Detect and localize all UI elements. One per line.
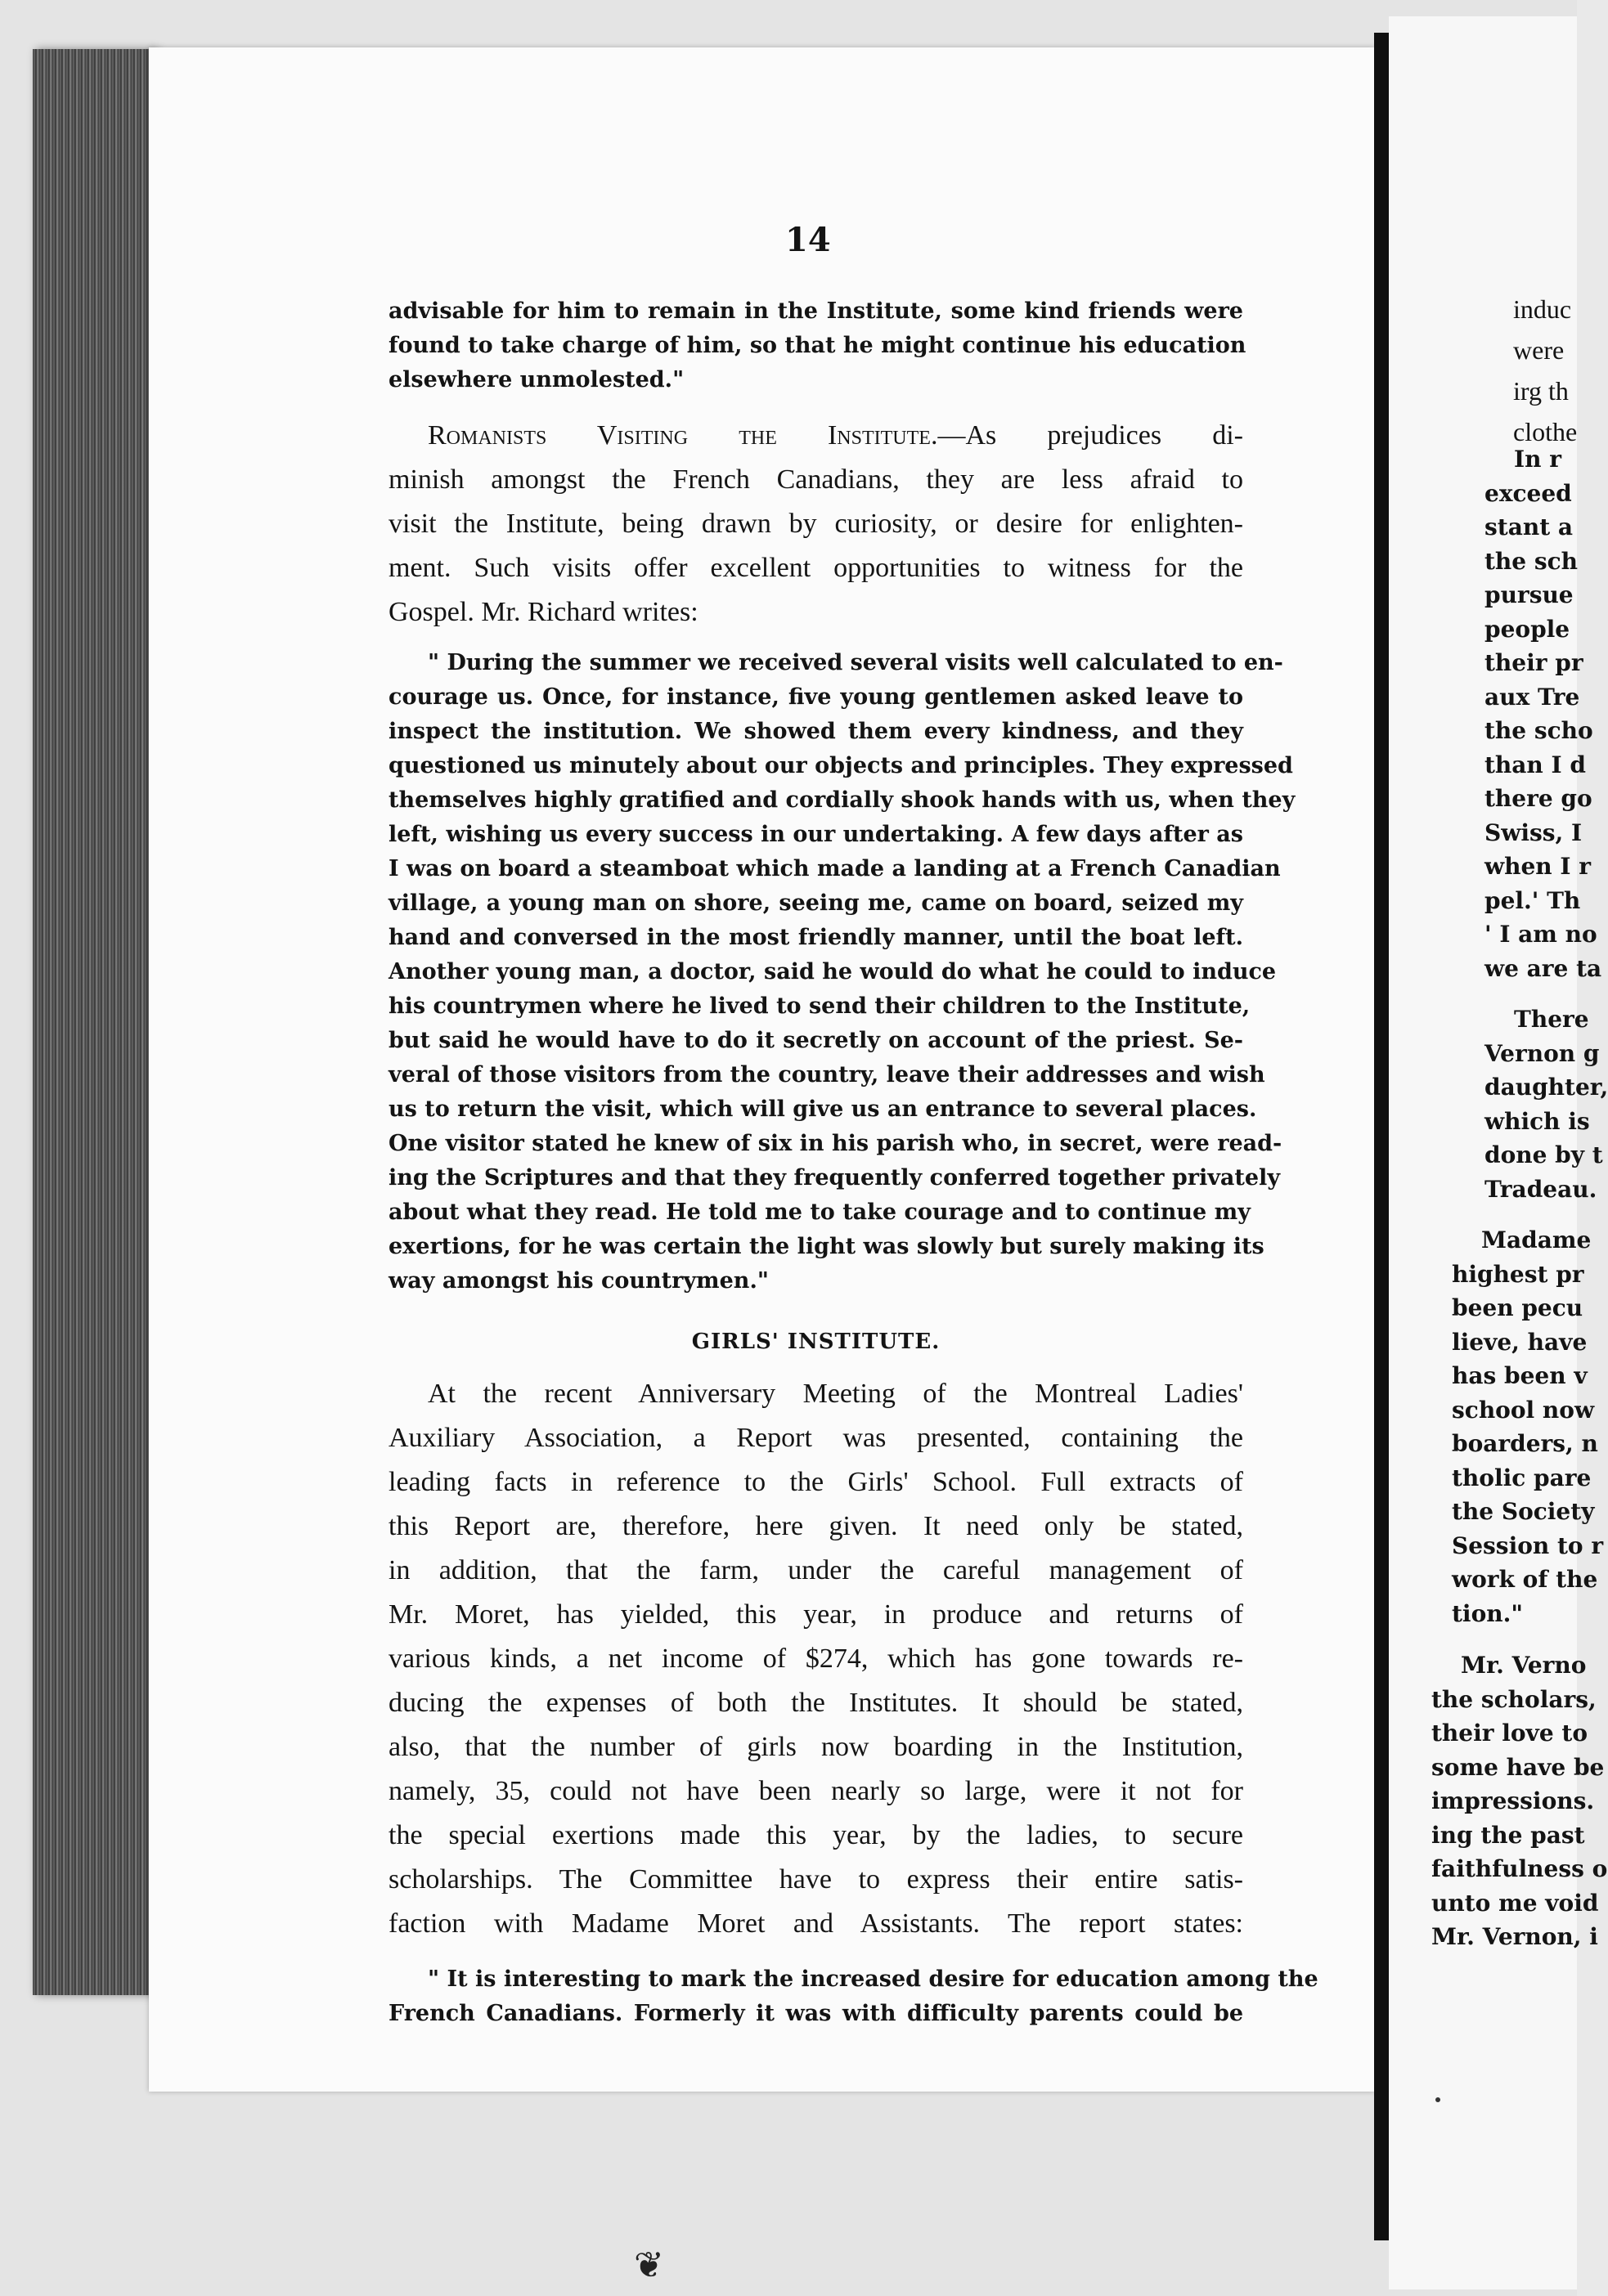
text-line: " During the summer we received several visits well calculated to en-	[428, 650, 1283, 675]
text-line: elsewhere unmolested."	[389, 367, 685, 392]
section-heading-girls-institute: GIRLS' INSTITUTE.	[691, 1330, 941, 1354]
text-line: Gospel. Mr. Richard writes:	[389, 597, 698, 627]
text-line: advisable for him to remain in the Institute, some kind friends were	[389, 298, 1243, 324]
text-line: faction with Madame Moret and Assistants. The report states:	[389, 1908, 1243, 1939]
right-page-line-fragment: were	[1513, 335, 1565, 365]
right-page-line-fragment: people	[1484, 615, 1570, 643]
right-page-line-fragment: aux Tre	[1484, 683, 1580, 711]
text-line: themselves highly gratified and cordially shook hands with us, when they	[389, 787, 1296, 813]
right-page-line-fragment: lieve, have	[1452, 1328, 1588, 1356]
text-line: also, that the number of girls now boarding in the Institution,	[389, 1732, 1243, 1762]
text-line: hand and conversed in the most friendly manner, until the boat left.	[389, 925, 1243, 950]
right-page-line-fragment: Session to r	[1452, 1531, 1604, 1559]
right-page-line-fragment: In r	[1514, 446, 1561, 473]
right-page-line-fragment: their love to	[1431, 1720, 1588, 1747]
text-line: " It is interesting to mark the increased desire for education among the	[428, 1966, 1318, 1992]
right-page-line-fragment: exceed	[1484, 479, 1572, 507]
right-page-line-fragment: daughter,	[1484, 1074, 1608, 1101]
section-heading-romanists: Romanists Visiting the Institute.	[428, 420, 938, 451]
text-line: At the recent Anniversary Meeting of the Montreal Ladies'	[428, 1379, 1243, 1409]
right-page-line-fragment: which is	[1484, 1107, 1590, 1135]
text-line: courage us. Once, for instance, five young gentlemen asked leave to	[389, 684, 1243, 710]
text-line: namely, 35, could not have been nearly so large, were it not for	[389, 1776, 1243, 1806]
right-page-line-fragment: there go	[1484, 785, 1592, 812]
right-page-line-fragment: done by t	[1484, 1141, 1603, 1168]
text-line: inspect the institution. We showed them every kindness, and they	[389, 719, 1243, 744]
right-page-line-fragment: their pr	[1484, 649, 1583, 676]
romanists-paragraph	[389, 414, 1243, 635]
right-page-line-fragment: ing the past	[1431, 1821, 1585, 1849]
right-page-line-fragment: There	[1514, 1006, 1589, 1033]
text-line: various kinds, a net income of $274, which has gone towards re-	[389, 1644, 1243, 1674]
text-line: village, a young man on shore, seeing me, came on board, seized my	[389, 890, 1243, 916]
text-line: us to return the visit, which will give us an entrance to several places.	[389, 1096, 1257, 1122]
right-page-line-fragment: pel.' Th	[1484, 886, 1581, 914]
right-page-line-fragment: the sch	[1484, 547, 1579, 575]
text-line: I was on board a steamboat which made a landing at a French Canadian	[389, 856, 1281, 881]
text-fragment: —As prejudices di-	[937, 420, 1243, 451]
text-line: way amongst his countrymen."	[389, 1268, 769, 1294]
page-number: 14	[785, 221, 831, 259]
right-page-line-fragment: boarders, n	[1452, 1430, 1598, 1457]
text-line: but said he would have to do it secretly on account of the priest. Se-	[389, 1028, 1243, 1053]
right-page-line-fragment: school now	[1452, 1396, 1595, 1424]
text-line: in addition, that the farm, under the careful management of	[389, 1555, 1243, 1585]
right-page-line-fragment: unto me void	[1431, 1889, 1599, 1917]
text-line: Auxiliary Association, a Report was presented, containing the	[389, 1423, 1243, 1453]
richard-quote	[389, 646, 1296, 1298]
right-page-line-fragment: the scholars,	[1431, 1685, 1597, 1713]
right-page-line-fragment: impressions.	[1431, 1787, 1595, 1814]
right-page-line-fragment: ' I am no	[1484, 921, 1597, 948]
text-line: found to take charge of him, so that he might continue his education	[389, 333, 1246, 358]
right-page-line-fragment: some have be	[1431, 1753, 1605, 1781]
right-page-line-fragment: irg th	[1513, 376, 1569, 406]
right-page-line-fragment: Mr. Vernon, i	[1431, 1923, 1598, 1950]
right-page-line-fragment: Swiss, I	[1484, 818, 1583, 846]
right-page-line-fragment: than I d	[1484, 751, 1586, 778]
right-page-line-fragment: the scho	[1484, 717, 1593, 744]
right-page-line-fragment: pursue	[1484, 581, 1574, 608]
text-line: exertions, for he was certain the light was slowly but surely making its	[389, 1234, 1264, 1259]
text-line: about what they read. He told me to take courage and to continue my	[389, 1200, 1251, 1225]
text-line: ducing the expenses of both the Institutes. It should be stated,	[389, 1688, 1243, 1718]
book-page-edges	[33, 49, 155, 1995]
text-line: Another young man, a doctor, said he would do what he could to induce	[389, 959, 1277, 984]
text-line: scholarships. The Committee have to express their entire satis-	[389, 1864, 1243, 1895]
book-gutter	[1374, 33, 1389, 2240]
text-line: minish amongst the French Canadians, they are less afraid to	[389, 464, 1243, 495]
text-line: ing the Scriptures and that they frequently conferred together privately	[389, 1165, 1281, 1191]
right-page-line-fragment: the Society	[1452, 1498, 1595, 1525]
right-page-line-fragment: work of the	[1452, 1566, 1598, 1593]
text-line: his countrymen where he lived to send their children to the Institute,	[389, 993, 1251, 1019]
text-line: questioned us minutely about our objects and principles. They expressed	[389, 753, 1293, 778]
text-line: One visitor stated he knew of six in his parish who, in secret, were read-	[389, 1131, 1282, 1156]
right-page-line-fragment: Tradeau.	[1484, 1175, 1597, 1203]
right-page-line-fragment: tholic pare	[1452, 1464, 1592, 1491]
right-page-line-fragment: when I r	[1484, 853, 1591, 880]
right-page-line-fragment: Mr. Verno	[1461, 1652, 1587, 1679]
girls-institute-paragraph	[389, 1372, 1243, 1946]
right-page-line-fragment: faithfulness o	[1431, 1855, 1608, 1882]
report-quote	[389, 1962, 1318, 2031]
right-page-line-fragment: has been v	[1452, 1362, 1588, 1389]
text-line: French Canadians. Formerly it was with difficulty parents could be	[389, 2001, 1243, 2026]
scan-artifact-icon: ❦	[634, 2244, 664, 2286]
right-page-line-fragment: highest pr	[1452, 1260, 1584, 1288]
text-line: veral of those visitors from the country, leave their addresses and wish	[389, 1062, 1265, 1087]
right-page-line-fragment: induc	[1513, 294, 1572, 324]
right-page-line-fragment: we are ta	[1484, 954, 1602, 982]
text-line: left, wishing us every success in our undertaking. A few days after as	[389, 822, 1243, 847]
scan-speck	[1435, 2097, 1440, 2102]
right-page-line-fragment: been pecu	[1452, 1294, 1583, 1321]
right-page-line-fragment: Vernon g	[1484, 1039, 1600, 1067]
right-page-line-fragment: clothe	[1513, 417, 1578, 446]
left-page-text	[389, 294, 1318, 2031]
text-line: ment. Such visits offer excellent opportunities to witness for the	[389, 553, 1243, 583]
right-page-line-fragment: tion."	[1452, 1599, 1523, 1627]
text-line: Mr. Moret, has yielded, this year, in produce and returns of	[389, 1599, 1243, 1630]
text-line	[389, 414, 1243, 458]
right-page-line-fragment: stant a	[1484, 513, 1574, 540]
right-page-line-fragment: Madame	[1481, 1226, 1592, 1253]
text-line: leading facts in reference to the Girls' School. Full extracts of	[389, 1467, 1243, 1497]
text-line: this Report are, therefore, here given. It need only be stated,	[389, 1511, 1243, 1541]
text-line: the special exertions made this year, by the ladies, to secure	[389, 1820, 1243, 1850]
opening-paragraph	[389, 294, 1246, 397]
text-line: visit the Institute, being drawn by curiosity, or desire for enlighten-	[389, 509, 1243, 539]
